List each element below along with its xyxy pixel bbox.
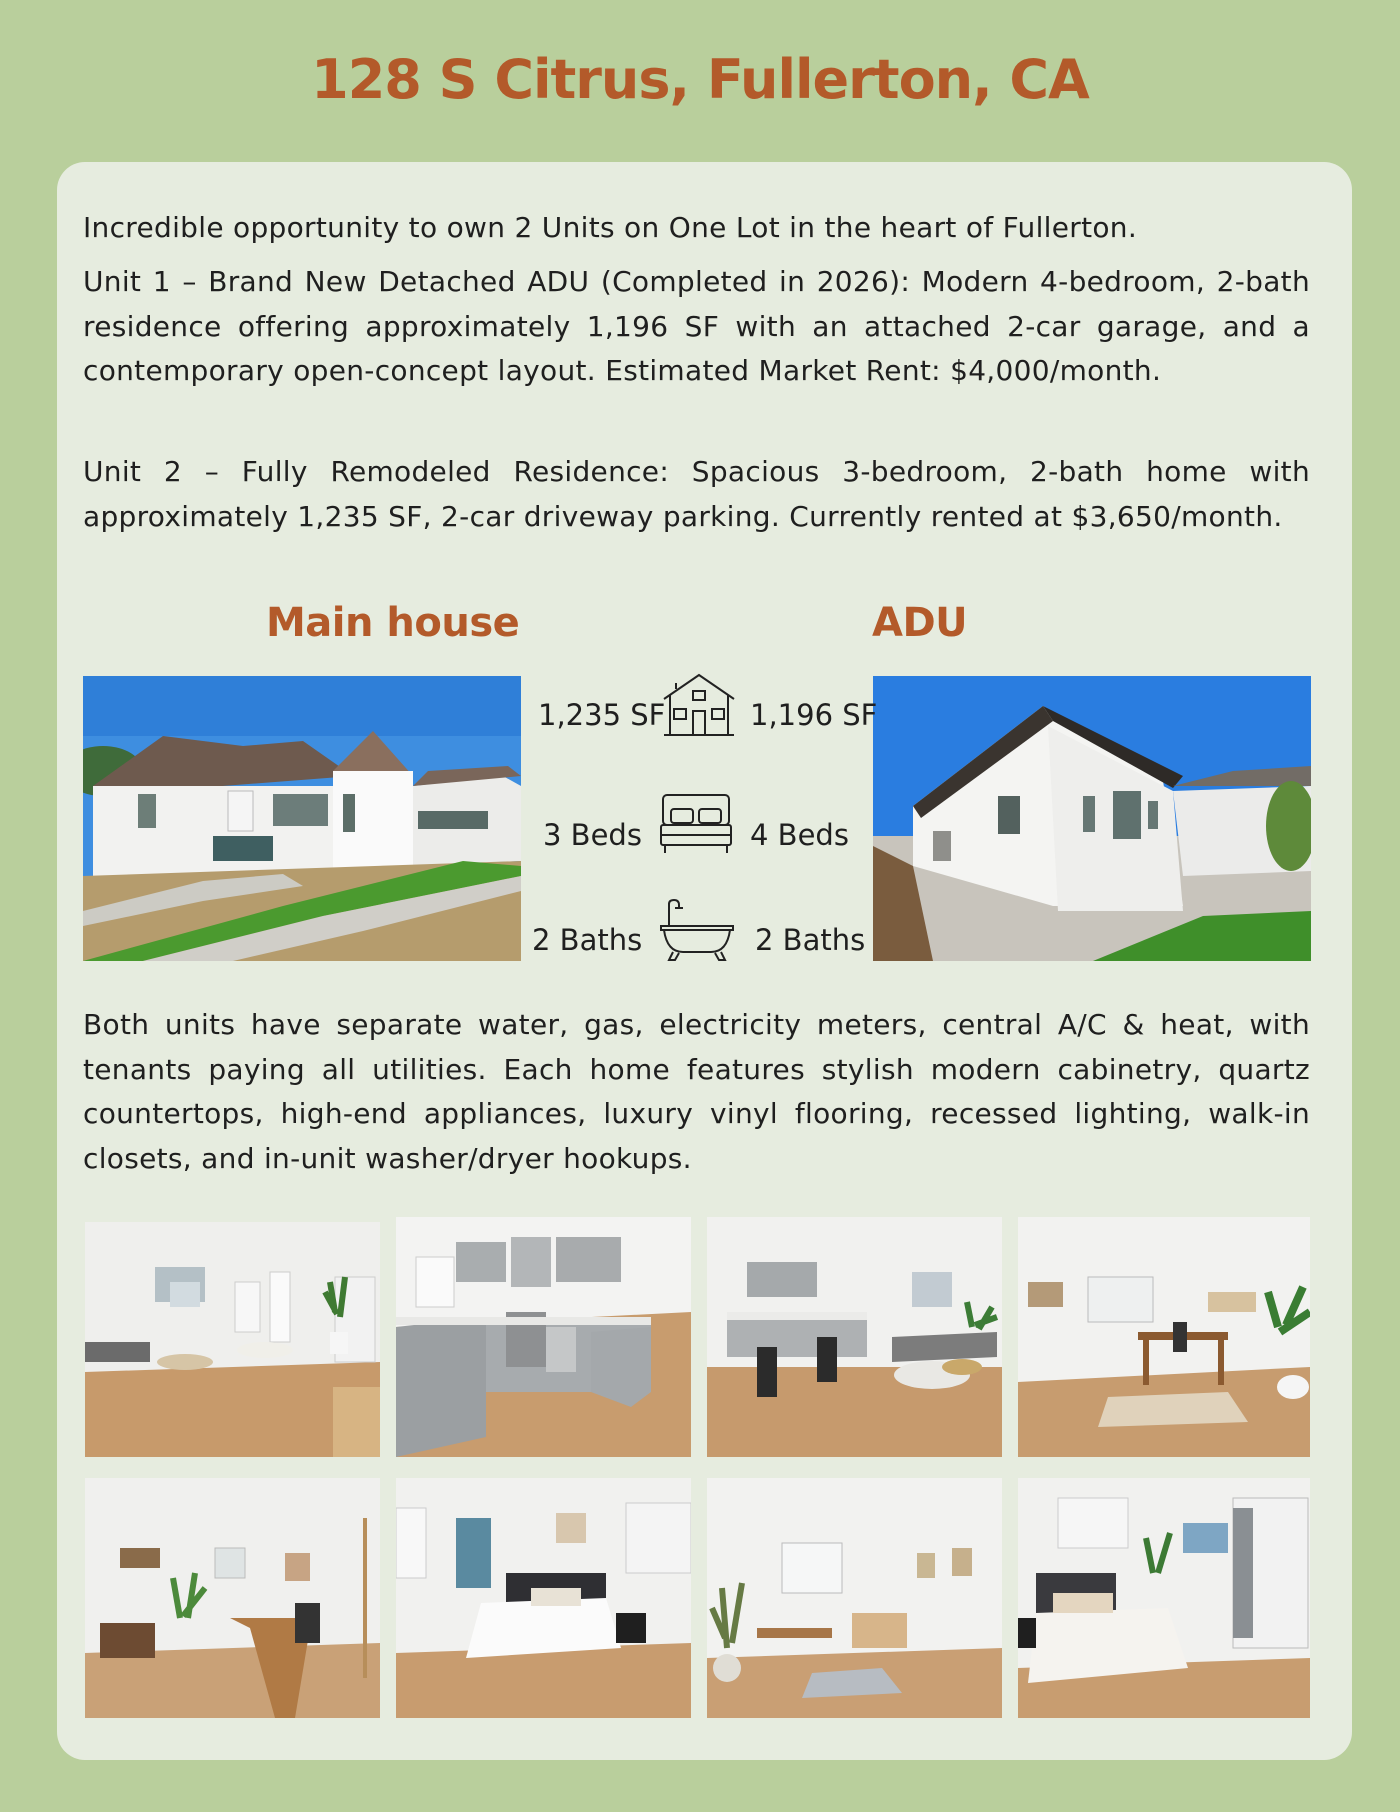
gallery-bedroom-2: [1018, 1478, 1310, 1718]
unit2-description: Unit 2 – Fully Remodeled Residence: Spacious 3-bedroom, 2-bath home with approximately 1,235 SF, 2-car driveway parking. Currently rented at $3,650/month.: [83, 455, 1310, 533]
adu-heading: ADU: [872, 600, 968, 646]
main-house-baths: 2 Baths: [532, 923, 643, 957]
adu-baths: 2 Baths: [755, 923, 866, 957]
features-paragraph: Both units have separate water, gas, electricity meters, central A/C & heat, with tenants paying all utilities. Each home features stylish modern cabinetry, quartz countertops, high-end appliances, luxury vinyl flooring, recessed lighting, walk-in closets, and in-unit washer/dryer hookups.: [83, 1008, 1310, 1175]
adu-sqft: 1,196 SF: [750, 698, 878, 732]
gallery-study: [85, 1478, 380, 1718]
gallery-kitchen-living: [707, 1217, 1002, 1457]
unit1-description: Unit 1 – Brand New Detached ADU (Completed in 2026): Modern 4-bedroom, 2-bath residence offering approximately 1,196 SF with an attached 2-car garage, and a contemporary open-concept layout. Estimated Market Rent: $4,000/month.: [83, 265, 1310, 387]
gallery-bedroom-1: [396, 1478, 691, 1718]
main-house-photo: [83, 676, 521, 961]
gallery-office: [1018, 1217, 1310, 1457]
adu-beds: 4 Beds: [750, 818, 849, 852]
main-house-sqft: 1,235 SF: [538, 698, 666, 732]
page-title: 128 S Citrus, Fullerton, CA: [311, 48, 1089, 111]
bathtub-icon: [659, 898, 735, 968]
gallery-living-room: [85, 1222, 380, 1457]
gallery-kitchen: [396, 1217, 691, 1457]
house-icon: [662, 673, 736, 741]
adu-photo: [873, 676, 1311, 961]
gallery-nursery: [707, 1478, 1002, 1718]
main-house-beds: 3 Beds: [543, 818, 642, 852]
main-house-heading: Main house: [266, 600, 520, 646]
bed-icon: [659, 793, 733, 859]
intro-paragraph: Incredible opportunity to own 2 Units on One Lot in the heart of Fullerton.: [83, 211, 1138, 244]
